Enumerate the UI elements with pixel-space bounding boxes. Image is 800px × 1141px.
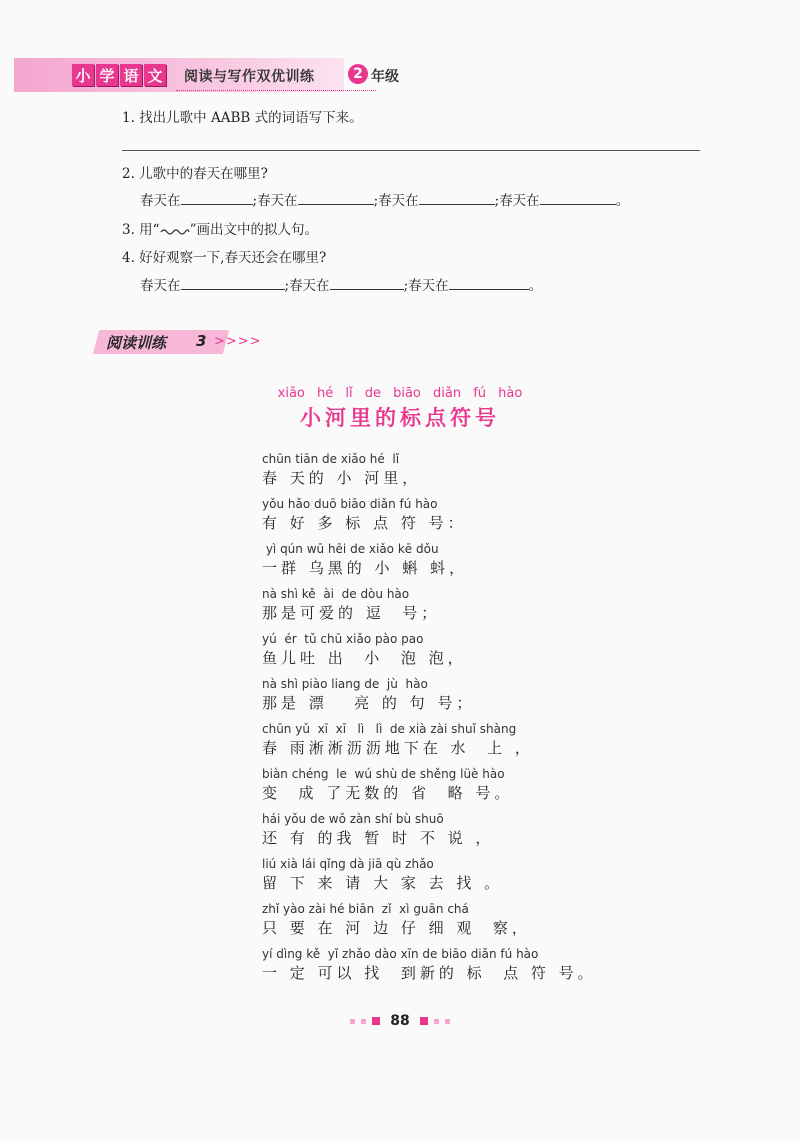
subject-tile: 文 bbox=[144, 64, 166, 86]
line-text: 鱼儿吐 出 小 泡 泡， bbox=[262, 649, 467, 667]
poem-line bbox=[262, 947, 597, 992]
decor-square bbox=[372, 1017, 380, 1025]
line-pinyin: zhǐ yào zài hé biān zǐ xì guān chá bbox=[262, 902, 469, 916]
section-label: 阅读训练 bbox=[106, 334, 167, 352]
line-text: 那是 漂 亮 的 句 号； bbox=[262, 694, 476, 712]
page-footer bbox=[0, 1013, 800, 1029]
end-mark: 。 bbox=[528, 278, 543, 294]
answer-line-q1[interactable] bbox=[122, 150, 700, 151]
poem-line bbox=[262, 497, 597, 542]
answer-prefix: 春天在 bbox=[378, 193, 419, 209]
decor-square bbox=[434, 1019, 439, 1024]
question-3-text-b: ”画出文中的拟人句。 bbox=[189, 222, 318, 238]
title-pinyin: xiǎo hé lǐ de biāo diǎn fú hào bbox=[277, 386, 523, 401]
decor-square bbox=[445, 1019, 450, 1024]
answer-blank[interactable] bbox=[298, 190, 374, 205]
poem-line bbox=[262, 902, 597, 947]
section-tag bbox=[96, 330, 266, 354]
separator: ; bbox=[494, 193, 500, 209]
line-pinyin: yǒu hǎo duō biāo diǎn fú hào bbox=[262, 497, 438, 511]
line-pinyin: yú ér tǔ chū xiǎo pào pao bbox=[262, 632, 424, 646]
line-text: 春 雨淅淅沥沥地下在 水 上 ， bbox=[262, 739, 534, 757]
separator: ; bbox=[284, 278, 290, 294]
answer-prefix: 春天在 bbox=[140, 278, 181, 294]
line-pinyin: yí dìng kě yǐ zhǎo dào xīn de biāo diǎn fú hào bbox=[262, 947, 539, 961]
end-mark: 。 bbox=[615, 193, 630, 209]
section-number: 3 bbox=[196, 332, 207, 350]
answer-prefix: 春天在 bbox=[499, 193, 540, 209]
answer-prefix: 春天在 bbox=[257, 193, 298, 209]
line-text: 春 天的 小 河里， bbox=[262, 469, 422, 487]
question-4: 4. 好好观察一下,春天还会在哪里? bbox=[122, 250, 327, 266]
answer-blank[interactable] bbox=[540, 190, 616, 205]
poem-title: 小河里的标点符号 bbox=[300, 406, 500, 430]
poem-line bbox=[262, 677, 597, 722]
line-pinyin: liú xià lái qǐng dà jiā qù zhǎo bbox=[262, 857, 434, 871]
line-pinyin: chūn tiān de xiǎo hé lǐ bbox=[262, 452, 400, 466]
poem-line bbox=[262, 722, 597, 767]
line-text: 只 要 在 河 边 仔 细 观 察， bbox=[262, 919, 531, 937]
subject-tile: 语 bbox=[120, 64, 142, 86]
line-text: 还 有 的我 暂 时 不 说 ， bbox=[262, 829, 495, 847]
page-number: 88 bbox=[390, 1013, 410, 1029]
answer-blank[interactable] bbox=[330, 275, 404, 290]
poem bbox=[262, 452, 597, 992]
subject-tile: 学 bbox=[96, 64, 118, 86]
section-arrows: >>>> bbox=[214, 334, 262, 349]
line-pinyin: nà shì piào liang de jù hào bbox=[262, 677, 428, 691]
line-text: 留 下 来 请 大 家 去 找 。 bbox=[262, 874, 504, 892]
line-pinyin: hái yǒu de wǒ zàn shí bù shuō bbox=[262, 812, 444, 826]
grade-label: 年级 bbox=[371, 69, 399, 85]
question-4-answers bbox=[140, 274, 542, 294]
poem-line bbox=[262, 542, 597, 587]
question-2-answers bbox=[140, 189, 629, 209]
line-pinyin: biàn chéng le wú shù de shěng lüè hào bbox=[262, 767, 505, 781]
answer-prefix: 春天在 bbox=[140, 193, 181, 209]
decor-square bbox=[350, 1019, 355, 1024]
line-text: 一群 乌黑的 小 蝌 蚪， bbox=[262, 559, 469, 577]
header-dotted-line bbox=[176, 90, 376, 91]
line-pinyin: yì qún wū hēi de xiǎo kē dǒu bbox=[262, 542, 439, 556]
subject-tiles bbox=[72, 64, 166, 86]
series-title: 阅读与写作双优训练 bbox=[184, 69, 315, 85]
question-3 bbox=[122, 218, 318, 238]
poem-line bbox=[262, 767, 597, 812]
line-text: 变 成 了无数的 省 略 号。 bbox=[262, 784, 514, 802]
answer-blank[interactable] bbox=[449, 275, 529, 290]
answer-prefix: 春天在 bbox=[408, 278, 449, 294]
question-3-text-a: 3. 用“ bbox=[122, 222, 160, 238]
poem-line bbox=[262, 812, 597, 857]
answer-prefix: 春天在 bbox=[289, 278, 330, 294]
poem-line bbox=[262, 452, 597, 497]
question-1: 1. 找出儿歌中 AABB 式的词语写下来。 bbox=[122, 110, 363, 126]
separator: ; bbox=[403, 278, 409, 294]
decor-square bbox=[361, 1019, 366, 1024]
separator: ; bbox=[373, 193, 379, 209]
question-2: 2. 儿歌中的春天在哪里? bbox=[122, 166, 268, 182]
line-pinyin: nà shì kě ài de dòu hào bbox=[262, 587, 410, 601]
line-text: 一 定 可以 找 到新的 标 点 符 号。 bbox=[262, 964, 597, 982]
line-text: 那是可爱的 逗 号； bbox=[262, 604, 441, 622]
page-header bbox=[14, 58, 782, 92]
poem-line bbox=[262, 587, 597, 632]
answer-blank[interactable] bbox=[181, 275, 285, 290]
separator: ; bbox=[252, 193, 258, 209]
line-text: 有 好 多 标 点 符 号： bbox=[262, 514, 467, 532]
poem-line bbox=[262, 632, 597, 677]
grade-number-badge: 2 bbox=[348, 64, 368, 84]
line-pinyin: chūn yǔ xī xī lì lì de xià zài shuǐ shàng bbox=[262, 722, 517, 736]
subject-tile: 小 bbox=[72, 64, 94, 86]
decor-square bbox=[420, 1017, 428, 1025]
answer-blank[interactable] bbox=[181, 190, 253, 205]
wavy-line-icon bbox=[160, 226, 190, 236]
answer-blank[interactable] bbox=[419, 190, 495, 205]
poem-line bbox=[262, 857, 597, 902]
